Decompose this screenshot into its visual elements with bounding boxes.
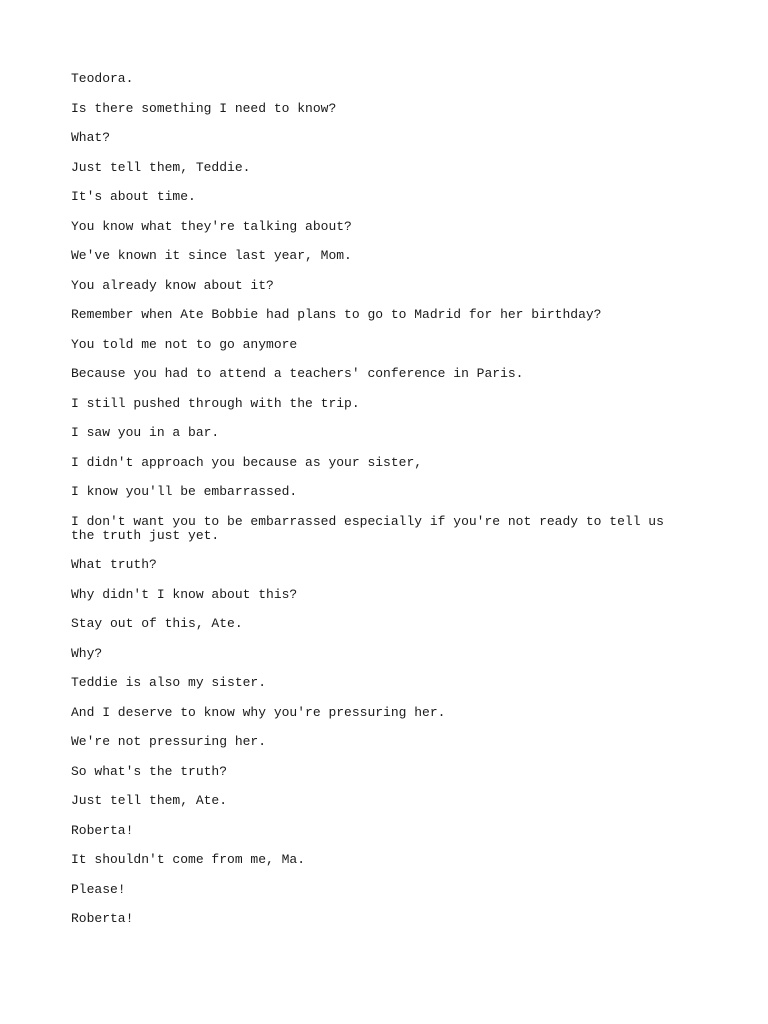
dialogue-line: Stay out of this, Ate. bbox=[71, 616, 243, 631]
dialogue-line: What truth? bbox=[71, 557, 157, 572]
dialogue-line: I didn't approach you because as your sister, bbox=[71, 454, 423, 470]
dialogue-line: So what's the truth? bbox=[71, 763, 228, 779]
dialogue-line: You know what they're talking about? bbox=[71, 218, 352, 234]
dialogue-line: Teddie is also my sister. bbox=[71, 675, 267, 690]
dialogue-line: Why? bbox=[71, 645, 103, 661]
dialogue-line: I don't want you to be embarrassed especially if you're not ready to tell us the truth just yet. bbox=[71, 513, 672, 543]
dialogue-line: We've known it since last year, Mom. bbox=[71, 248, 352, 263]
dialogue-line: We're not pressuring her. bbox=[71, 734, 267, 749]
dialogue-line: Is there something I need to know? bbox=[71, 100, 337, 116]
dialogue-line: Just tell them, Teddie. bbox=[71, 159, 251, 175]
dialogue-line: Because you had to attend a teachers' conference in Paris. bbox=[71, 366, 524, 381]
dialogue-line: It's about time. bbox=[71, 189, 196, 204]
dialogue-line: I know you'll be embarrassed. bbox=[71, 484, 298, 499]
dialogue-line: What? bbox=[71, 130, 111, 145]
dialogue-line: I still pushed through with the trip. bbox=[71, 395, 360, 411]
dialogue-line: Roberta! bbox=[71, 822, 134, 838]
dialogue-line: Please! bbox=[71, 881, 126, 897]
dialogue-line: Teodora. bbox=[71, 71, 134, 86]
dialogue-line: And I deserve to know why you're pressuring her. bbox=[71, 704, 446, 720]
dialogue-list bbox=[71, 72, 684, 926]
dialogue-line: Roberta! bbox=[71, 911, 134, 926]
dialogue-line: It shouldn't come from me, Ma. bbox=[71, 852, 306, 867]
dialogue-line: Just tell them, Ate. bbox=[71, 793, 228, 808]
dialogue-line: You already know about it? bbox=[71, 277, 274, 293]
dialogue-line: Remember when Ate Bobbie had plans to go to Madrid for her birthday? bbox=[71, 307, 602, 322]
dialogue-line: You told me not to go anymore bbox=[71, 336, 298, 352]
dialogue-line: I saw you in a bar. bbox=[71, 425, 220, 440]
dialogue-line: Why didn't I know about this? bbox=[71, 586, 298, 602]
